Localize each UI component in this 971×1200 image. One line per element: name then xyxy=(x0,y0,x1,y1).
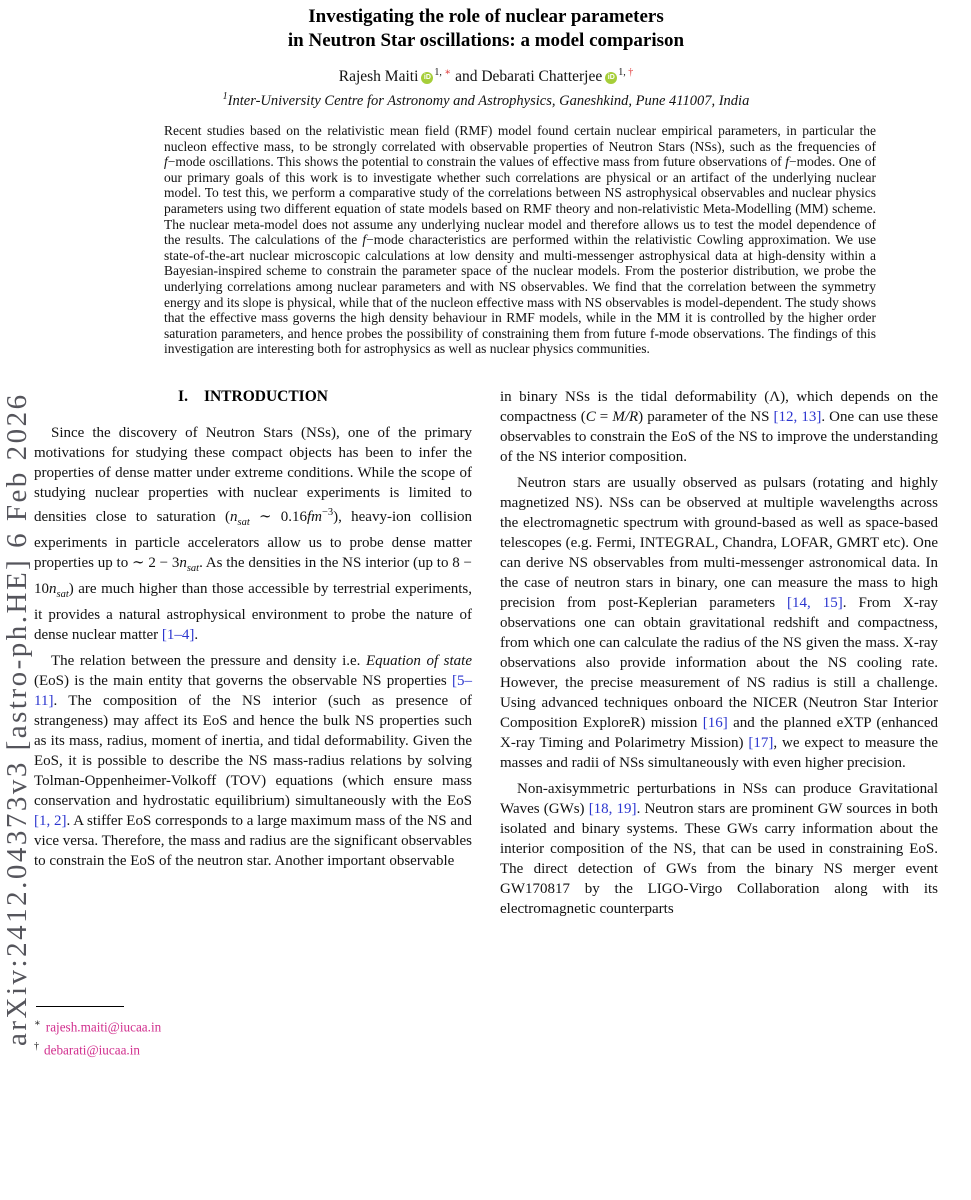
footnote-rule xyxy=(36,1006,124,1007)
footnote-1 xyxy=(34,1014,472,1036)
affiliation-sup: 1 xyxy=(222,91,228,103)
abstract xyxy=(164,123,876,357)
citation-link[interactable]: [1, 2] xyxy=(34,812,67,829)
text-segment: fm xyxy=(307,508,322,525)
email-link-1[interactable]: rajesh.maiti@iucaa.in xyxy=(45,1019,162,1035)
text-segment: (EoS) is the main entity that governs the observable NS properties xyxy=(34,672,452,689)
section-number: I. xyxy=(178,387,188,405)
text-segment: ) parameter of the NS xyxy=(638,408,774,425)
text-segment: Recent studies based on the relativistic mean field (RMF) model found certain nuclear empirical parameters, in particular the nucleon effective mass, to be strongly correlated with observable properties of Neutron Stars (NSs), such as the frequencies of xyxy=(164,122,876,154)
authors-and-text: and xyxy=(451,68,482,86)
text-segment: −modes. One of our primary goals of this work is to investigate whether such correlations are physical or an artifact of the underlying nuclear model. To test this, we perform a comparative study of the correlations between NS astrophysical observables and nuclear physics parameters using two different equation of state models based on RMF theory and non-relativistic Meta-Modelling (MM) scheme. The nuclear meta-model does not assume any underlying nuclear model and therefore allows us to test the model dependence of the results. The calculations of the xyxy=(164,154,877,248)
footnotes xyxy=(34,1004,472,1059)
citation-link[interactable]: [17] xyxy=(748,734,774,751)
text-segment: sat xyxy=(237,516,250,528)
text-segment: −3 xyxy=(322,506,334,518)
footnote-1-marker: ∗ xyxy=(34,1018,41,1030)
citation-link[interactable]: [1–4] xyxy=(161,626,195,643)
author-2-name: Debarati Chatterjee xyxy=(481,68,603,86)
text-segment: Since the discovery of Neutron Stars (NSs), one of the primary motivations for studying these compact objects has been to infer the properties of dense matter under extreme conditions. While the scope of studying nuclear properties with nuclear experiments is limited to densities close to saturation ( xyxy=(34,424,472,525)
footnote-2-marker: † xyxy=(34,1040,39,1052)
paper-page xyxy=(34,0,938,1061)
section-title: INTRODUCTION xyxy=(203,387,328,405)
text-segment: . From X-ray observations one can obtain gravitational redshift and compactness, from which one can calculate the radius of the NS given the mass. X-ray observations also provide information about the NS cooling rate. However, the precise measurement of NS radius is still a challenge. Using advanced techniques onboard the NICER (Neutron Star Interior Composition ExploreR) mission xyxy=(500,594,938,731)
affiliation xyxy=(34,91,938,110)
citation-link[interactable]: [5–11] xyxy=(34,672,472,709)
text-segment: sat xyxy=(56,588,69,600)
citation-link[interactable]: [16] xyxy=(702,714,728,731)
text-segment: . Neutron stars are prominent GW sources in both isolated and binary systems. These GWs carry information about the interior composition of the NS, that can be used in constraining EoS. The direct detection of GWs from the binary NS merger event GW170817 by the LIGO-Virgo Collaboration along with its electromagnetic counterparts xyxy=(500,800,938,917)
paragraph xyxy=(500,473,938,773)
text-segment: and the planned eXTP (enhanced X-ray Timing and Polarimetry Mission) xyxy=(500,714,938,751)
text-segment: The relation between the pressure and density i.e. xyxy=(51,652,366,669)
text-segment: f xyxy=(785,154,790,170)
orcid-icon[interactable]: iD xyxy=(421,72,433,84)
left-column xyxy=(34,387,472,1061)
text-segment: ), heavy-ion collision experiments in particle accelerators allow us to probe dense matter properties up to ∼ 2 − 3 xyxy=(34,508,472,571)
citation-link[interactable]: [18, 19] xyxy=(588,800,637,817)
text-segment: , we expect to measure the masses and radii of NSs simultaneously with even higher precision. xyxy=(500,734,938,771)
citation-link[interactable]: [14, 15] xyxy=(787,594,843,611)
section-heading-introduction xyxy=(34,388,472,406)
text-segment: f xyxy=(362,232,367,248)
footnote-2 xyxy=(34,1037,472,1059)
text-segment: Equation of state xyxy=(365,652,472,669)
citation-link[interactable]: [12, 13] xyxy=(773,408,822,425)
author-2-affil-marker xyxy=(618,67,633,78)
paragraph xyxy=(500,387,938,467)
text-segment: n xyxy=(229,508,238,525)
text-segment: ) are much higher than those accessible by terrestrial experiments, it provides a natural astrophysical environment to probe the nature of dense nuclear matter xyxy=(34,580,472,643)
text-segment: −mode characteristics are performed within the relativistic Cowling approximation. We use state-of-the-art nuclear microscopic calculations at low density and multi-messenger astrophysical data at high-density within a Bayesian-inspired scheme to constrain the parameter space of the nuclear models. From the posterior distribution, we probe the underlying correlations among nuclear parameters and with NS observables. We find that the correlation between the symmetry energy and its slope is physical, while that of the nucleon effective mass with NS observables is model-dependent. The study shows that the effective mass governs the high density behaviour in RMF models, while in the MM it is controlled by the higher order saturation parameters, and hence probes the possibility of constraining them from future f-mode observations. The findings of this investigation are interesting both for astrophysics as well as nuclear physics communities. xyxy=(164,232,876,357)
author-1-affil-marker xyxy=(434,67,451,78)
text-segment: −mode oscillations. This shows the potential to constrain the values of effective mass from future observations of xyxy=(167,154,786,170)
paragraph xyxy=(34,651,472,871)
text-segment: . The composition of the NS interior (such as presence of strangeness) may affect its EoS and hence the bulk NS properties such as its mass, radius, moment of inertia, and tidal deformability. Given the EoS, it is possible to describe the NS mass-radius relations by solving Tolman-Oppenheimer-Volkoff (TOV) equations (which ensure mass conservation and hydrostatic equilibrium) simultaneously with the EoS xyxy=(34,692,472,809)
text-segment: . xyxy=(194,626,199,643)
paragraph xyxy=(500,779,938,919)
author-1-affil-num: 1, xyxy=(434,67,445,78)
text-segment: f xyxy=(164,154,168,170)
author-2-affil-num: 1, xyxy=(618,67,629,78)
text-segment: ∼ 0.16 xyxy=(249,508,307,525)
author-1-footnote-marker[interactable]: ∗ xyxy=(444,67,452,78)
arxiv-stamp: arXiv:2412.04373v3 [astro-ph.HE] 6 Feb 2026 xyxy=(1,392,33,1046)
text-segment: . A stiffer EoS corresponds to a large maximum mass of the NS and vice versa. Therefore, the mass and radius are the significant observables to constrain the EoS of the neutron star. Another important observable xyxy=(34,812,472,869)
orcid-icon[interactable]: iD xyxy=(605,72,617,84)
text-segment: sat xyxy=(186,562,200,574)
text-segment: n xyxy=(49,580,57,597)
paragraph xyxy=(34,423,472,645)
title-line-1: Investigating the role of nuclear parameters xyxy=(308,6,664,27)
text-segment: . As the densities in the NS interior (up to 8 − 10 xyxy=(34,554,472,597)
text-segment: n xyxy=(179,554,187,571)
author-1-name: Rajesh Maiti xyxy=(338,68,419,86)
text-segment: Neutron stars are usually observed as pulsars (rotating and highly magnetized NS). NSs can be observed at multiple wavelengths across the electromagnetic spectrum with ground-based as well as space-based telescopes (e.g. Fermi, INTEGRAL, Chandra, LOFAR, GMRT etc). One can derive NS observables from multi-messenger astronomical data. In the case of neutron stars in binary, one can measure the mass to high precision from post-Keplerian parameters xyxy=(500,474,938,611)
text-segment: . One can use these observables to constrain the EoS of the NS to improve the understanding of the NS interior composition. xyxy=(500,408,938,465)
title-line-2: in Neutron Star oscillations: a model comparison xyxy=(287,29,685,51)
right-column xyxy=(500,387,938,1061)
affiliation-text: Inter-University Centre for Astronomy and Astrophysics, Ganeshkind, Pune 411007, India xyxy=(227,92,750,109)
text-segment: Non-axisymmetric perturbations in NSs can produce Gravitational Waves (GWs) xyxy=(500,780,938,817)
author-2-footnote-marker[interactable]: † xyxy=(628,67,634,78)
text-segment: in binary NSs is the tidal deformability (Λ), which depends on the compactness ( xyxy=(500,388,938,425)
email-link-2[interactable]: debarati@iucaa.in xyxy=(44,1041,140,1057)
paper-title xyxy=(34,0,938,52)
text-segment: = xyxy=(595,408,613,425)
two-column-body xyxy=(34,387,938,1061)
author-line xyxy=(34,67,938,86)
text-segment: M/R xyxy=(612,408,639,425)
text-segment: C xyxy=(585,408,596,425)
